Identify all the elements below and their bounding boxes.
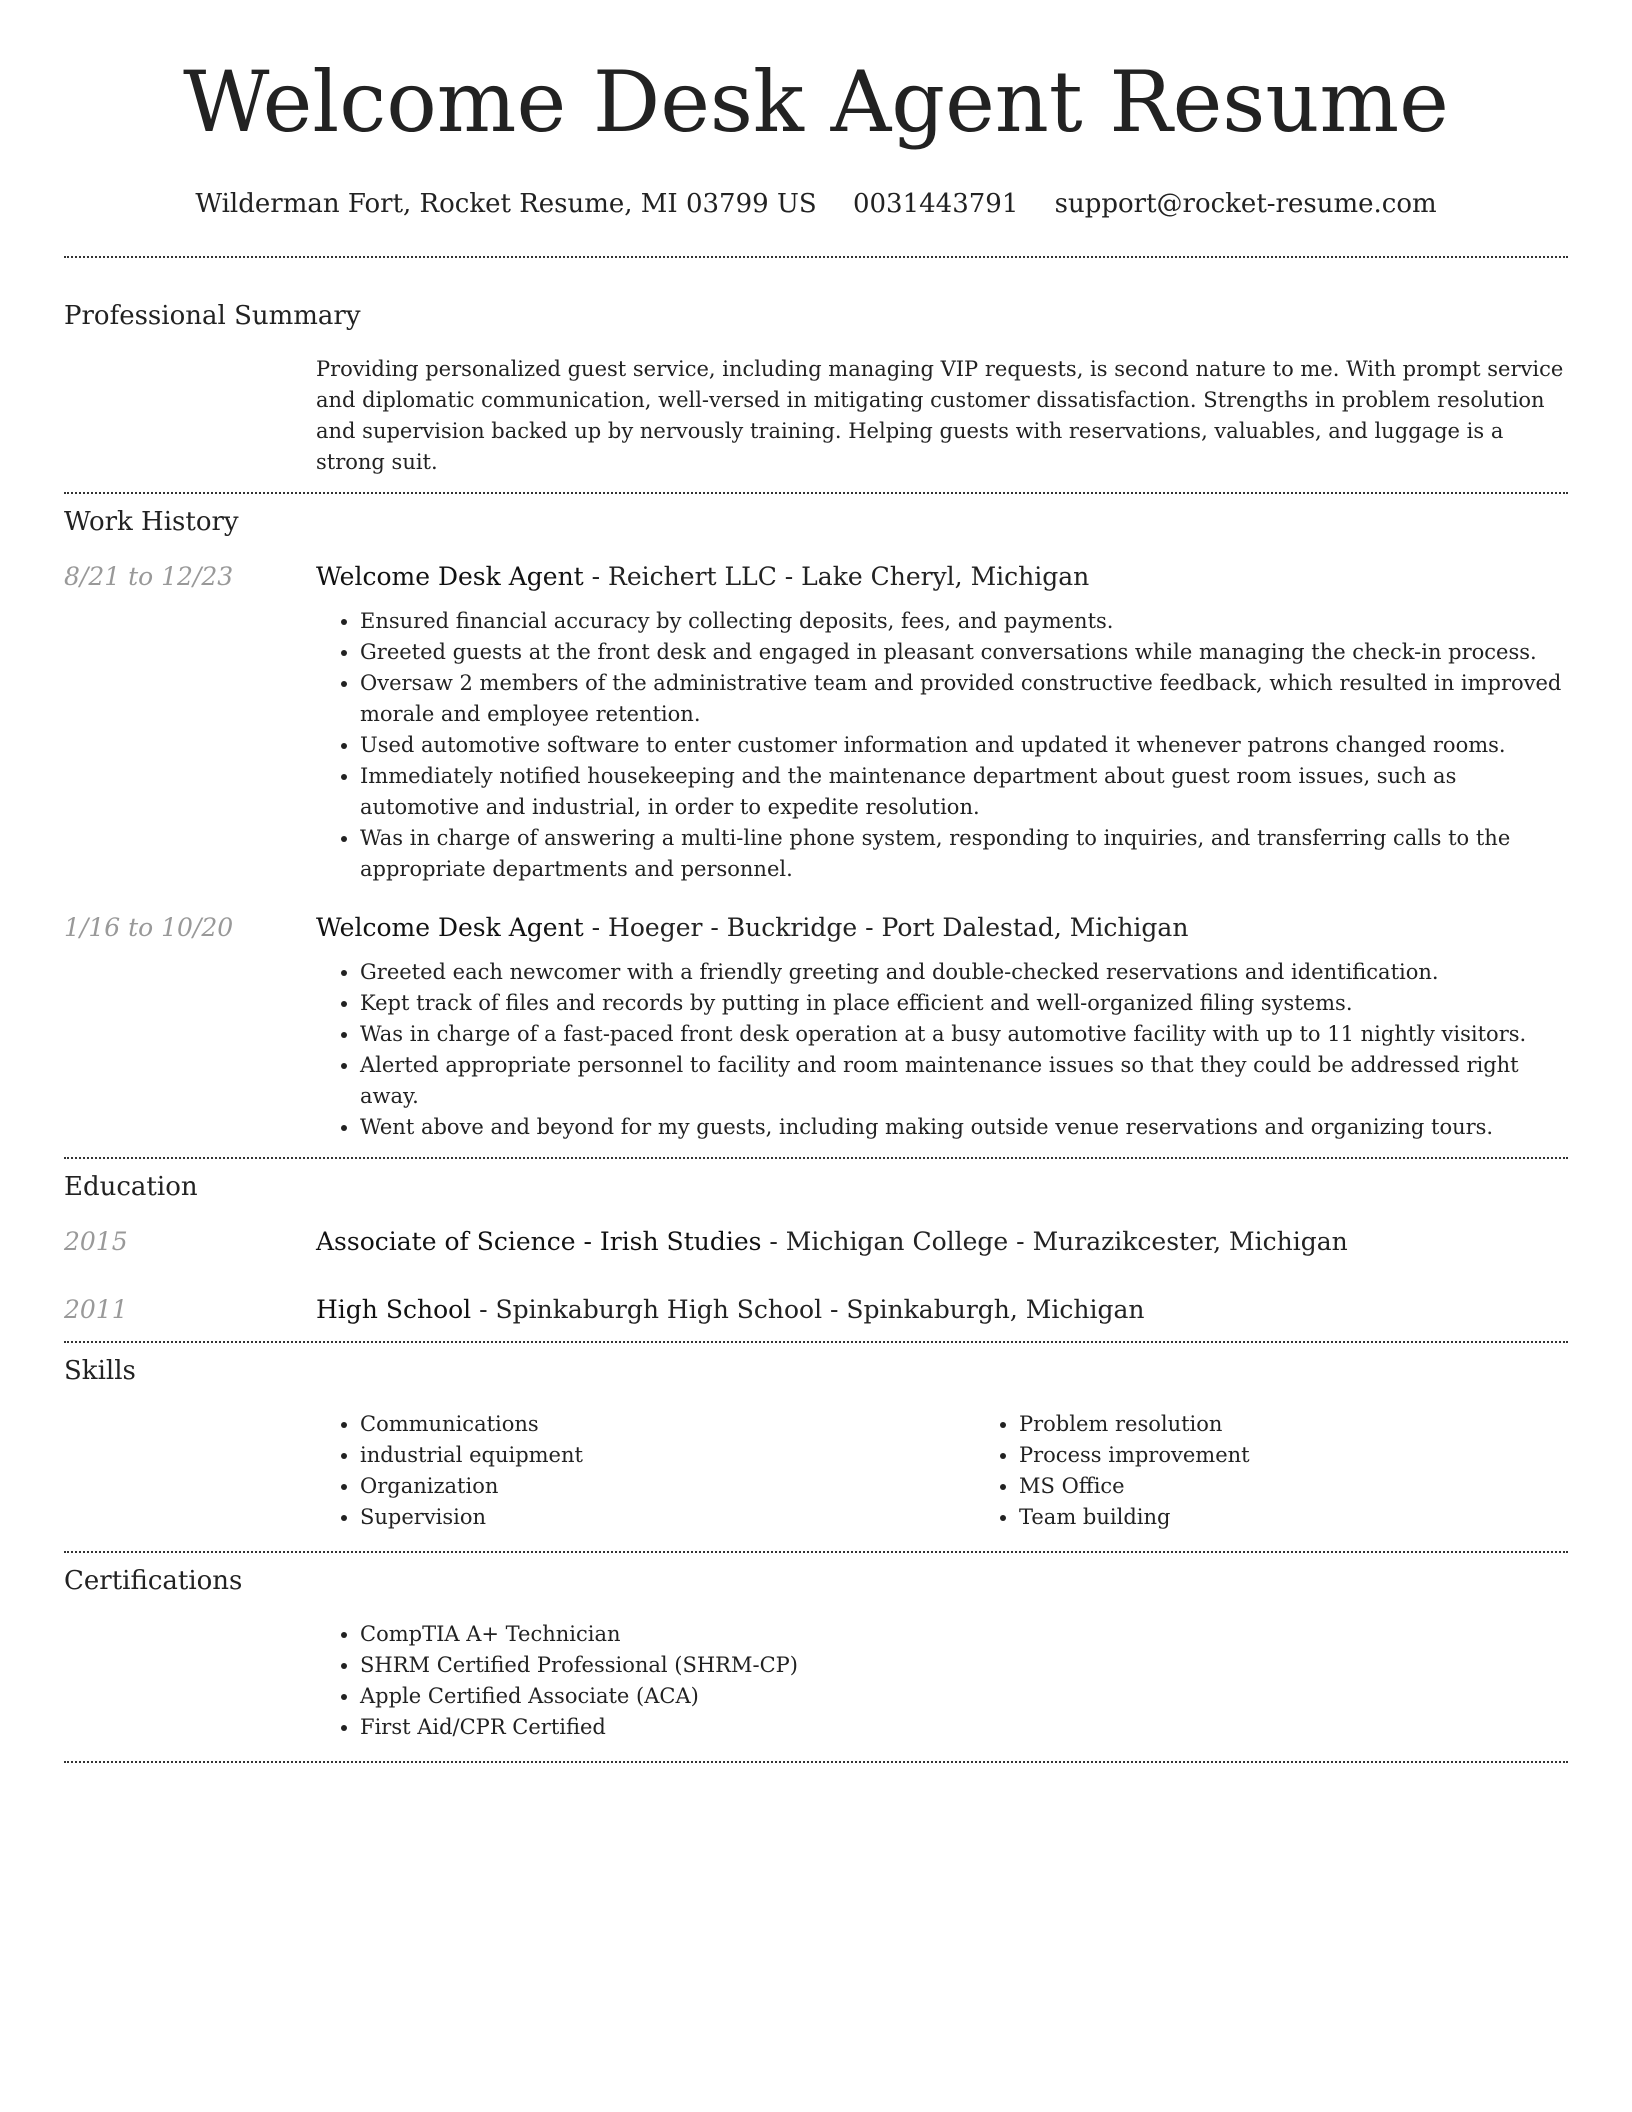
section-divider <box>64 492 1568 494</box>
resume-title: Welcome Desk Agent Resume <box>183 53 1449 151</box>
section-heading: Skills <box>64 1356 136 1386</box>
job-dates: 8/21 to 12/23 <box>64 562 234 591</box>
education-degree: Associate of Science - Irish Studies <box>316 1227 762 1256</box>
list-item: • Used automotive software to enter customer information and updated it whenever patrons changed rooms. <box>360 730 1568 761</box>
education-entry <box>64 1293 1568 1327</box>
section-heading: Certifications <box>64 1566 243 1596</box>
list-item: • Greeted each newcomer with a friendly greeting and double-checked reservations and identification. <box>360 957 1568 988</box>
summary-section <box>0 300 1632 478</box>
list-item: • Went above and beyond for my guests, including making outside venue reservations and organizing tours. <box>360 1112 1568 1143</box>
work-history-section <box>0 506 1632 1143</box>
education-year: 2011 <box>64 1295 128 1324</box>
contact-email: support@rocket-resume.com <box>1054 189 1437 219</box>
job-entry <box>64 560 1568 885</box>
contact-phone: 0031443791 <box>852 189 1019 219</box>
skill-item: • Process improvement <box>1019 1440 1632 1471</box>
job-duties <box>316 957 1568 1143</box>
list-item: • Ensured financial accuracy by collecting deposits, fees, and payments. <box>360 606 1568 637</box>
skills-section <box>0 1355 1632 1533</box>
certification-item: • Apple Certified Associate (ACA) <box>360 1681 1568 1712</box>
skill-item: • Organization <box>360 1471 975 1502</box>
list-item: • Greeted guests at the front desk and engaged in pleasant conversations while managing the check-in process. <box>360 637 1568 668</box>
list-item: • Immediately notified housekeeping and the maintenance department about guest room issues, such as automotive and industrial, in order to expedite resolution. <box>360 761 1568 823</box>
education-degree: High School <box>316 1295 472 1324</box>
education-heading <box>316 1293 1144 1327</box>
certification-item: • CompTIA A+ Technician <box>360 1619 1568 1650</box>
skills-list-right <box>975 1409 1632 1533</box>
skill-item: • Communications <box>360 1409 975 1440</box>
skill-item: • Team building <box>1019 1502 1632 1533</box>
skills-list-left <box>316 1409 975 1533</box>
skill-item: • Problem resolution <box>1019 1409 1632 1440</box>
certifications-section <box>0 1565 1632 1743</box>
section-divider <box>64 1341 1568 1343</box>
education-details: - Michigan College - Murazikcester, Michigan <box>761 1227 1348 1256</box>
list-item: • Was in charge of a fast-paced front desk operation at a busy automotive facility with up to 11 nightly visitors. <box>360 1019 1568 1050</box>
education-year: 2015 <box>64 1227 128 1256</box>
education-entry <box>64 1225 1568 1259</box>
certification-item: • First Aid/CPR Certified <box>360 1712 1568 1743</box>
section-divider <box>64 1157 1568 1159</box>
section-divider <box>64 1551 1568 1553</box>
skill-item: • MS Office <box>1019 1471 1632 1502</box>
job-details: - Reichert LLC - Lake Cheryl, Michigan <box>583 562 1090 591</box>
job-duties <box>316 606 1568 885</box>
job-entry <box>64 911 1568 1143</box>
list-item: • Alerted appropriate personnel to facility and room maintenance issues so that they could be addressed right away. <box>360 1050 1568 1112</box>
job-title: Welcome Desk Agent <box>316 562 584 591</box>
job-heading <box>316 560 1568 594</box>
job-details: - Hoeger - Buckridge - Port Dalestad, Michigan <box>583 913 1189 942</box>
list-item: • Was in charge of answering a multi-line phone system, responding to inquiries, and transferring calls to the appropriate departments and personnel. <box>360 823 1568 885</box>
job-heading <box>316 911 1568 945</box>
contact-info <box>0 188 1632 220</box>
section-heading: Professional Summary <box>64 301 361 331</box>
section-divider <box>64 1761 1568 1763</box>
contact-address: Wilderman Fort, Rocket Resume, MI 03799 US <box>195 189 817 219</box>
certification-item: • SHRM Certified Professional (SHRM-CP) <box>360 1650 1568 1681</box>
list-item: • Kept track of files and records by putting in place efficient and well-organized filing systems. <box>360 988 1568 1019</box>
job-title: Welcome Desk Agent <box>316 913 584 942</box>
education-details: - Spinkaburgh High School - Spinkaburgh, Michigan <box>471 1295 1145 1324</box>
job-dates: 1/16 to 10/20 <box>64 913 234 942</box>
education-heading <box>316 1225 1348 1259</box>
summary-text: Providing personalized guest service, including managing VIP requests, is second nature to me. With prompt service and diplomatic communication, well-versed in mitigating customer dissatisfaction. Strengths in problem resolution and supervision backed up by nervously training. Helping guests with reservations, valuables, and luggage is a strong suit. <box>316 357 1564 474</box>
section-divider <box>64 256 1568 258</box>
list-item: • Oversaw 2 members of the administrative team and provided constructive feedback, which resulted in improved morale and employee retention. <box>360 668 1568 730</box>
skill-item: • industrial equipment <box>360 1440 975 1471</box>
section-heading: Work History <box>64 507 239 537</box>
section-heading: Education <box>64 1172 198 1202</box>
education-section <box>0 1171 1632 1327</box>
skill-item: • Supervision <box>360 1502 975 1533</box>
certifications-list <box>316 1619 1568 1743</box>
